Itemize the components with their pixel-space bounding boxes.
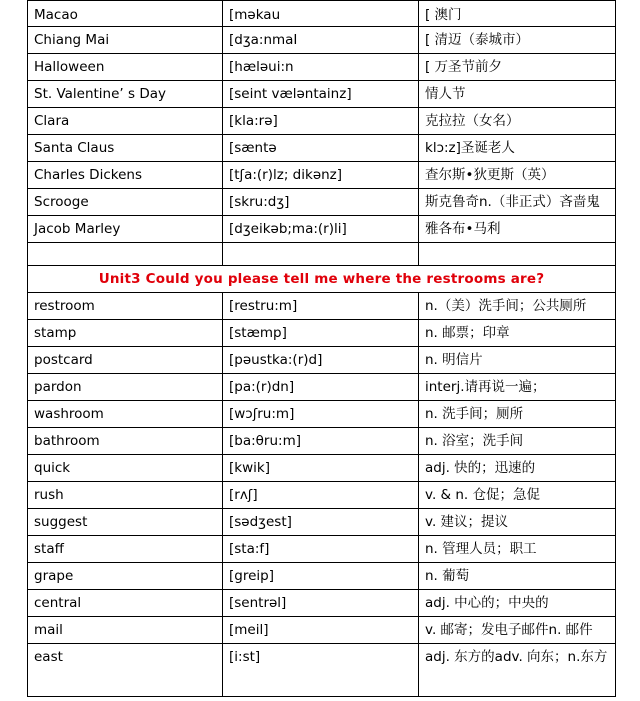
table-row	[28, 347, 616, 374]
table-row	[28, 482, 616, 509]
word-cell: Santa Claus	[28, 135, 223, 162]
table-row	[28, 455, 616, 482]
table-row	[28, 401, 616, 428]
word-cell: postcard	[28, 347, 223, 374]
phonetic-cell: [sta:f]	[223, 536, 419, 563]
word-cell: St. Valentine’ s Day	[28, 81, 223, 108]
meaning-cell: [ 澳门	[419, 1, 616, 27]
word-cell: mail	[28, 617, 223, 644]
word-cell: Chiang Mai	[28, 27, 223, 54]
phonetic-cell: [restru:m]	[223, 293, 419, 320]
phonetic-cell: [i:st]	[223, 644, 419, 697]
vocabulary-sheet	[27, 0, 615, 697]
phonetic-cell: [skru:dʒ]	[223, 189, 419, 216]
empty-cell	[28, 243, 223, 266]
word-cell: staff	[28, 536, 223, 563]
table-row	[28, 162, 616, 189]
phonetic-cell: [hæləui:n	[223, 54, 419, 81]
meaning-cell: 情人节	[419, 81, 616, 108]
meaning-cell: adj. 快的；迅速的	[419, 455, 616, 482]
word-cell: stamp	[28, 320, 223, 347]
word-cell: washroom	[28, 401, 223, 428]
phonetic-cell: [kwik]	[223, 455, 419, 482]
word-cell: east	[28, 644, 223, 697]
word-cell: Halloween	[28, 54, 223, 81]
phonetic-cell: [sədʒest]	[223, 509, 419, 536]
table-row	[28, 509, 616, 536]
meaning-cell: interj.请再说一遍；	[419, 374, 616, 401]
meaning-cell: n. 洗手间；厕所	[419, 401, 616, 428]
phonetic-cell: [rʌʃ]	[223, 482, 419, 509]
meaning-cell: 斯克鲁奇n.（非正式）吝啬鬼	[419, 189, 616, 216]
phonetic-cell: [sentrəl]	[223, 590, 419, 617]
table-row	[28, 81, 616, 108]
meaning-cell: 克拉拉（女名）	[419, 108, 616, 135]
phonetic-cell: [sæntə	[223, 135, 419, 162]
word-cell: quick	[28, 455, 223, 482]
meaning-cell: klɔ:z]圣诞老人	[419, 135, 616, 162]
meaning-cell: [ 万圣节前夕	[419, 54, 616, 81]
word-cell: Clara	[28, 108, 223, 135]
meaning-cell: n. 管理人员；职工	[419, 536, 616, 563]
table-row	[28, 293, 616, 320]
meaning-cell: v. 建议；提议	[419, 509, 616, 536]
unit-heading-row	[28, 266, 616, 293]
table-row	[28, 1, 616, 27]
meaning-cell: n. 明信片	[419, 347, 616, 374]
table-row	[28, 135, 616, 162]
meaning-cell: n. 葡萄	[419, 563, 616, 590]
meaning-cell: 雅各布•马利	[419, 216, 616, 243]
table-row	[28, 644, 616, 697]
empty-cell	[419, 243, 616, 266]
word-cell: pardon	[28, 374, 223, 401]
vocabulary-table-body	[28, 1, 616, 697]
phonetic-cell: [məkau	[223, 1, 419, 27]
table-row	[28, 320, 616, 347]
phonetic-cell: [greip]	[223, 563, 419, 590]
meaning-cell: 查尔斯•狄更斯（英）	[419, 162, 616, 189]
phonetic-cell: [pa:(r)dn]	[223, 374, 419, 401]
table-row	[28, 374, 616, 401]
phonetic-cell: [ba:θru:m]	[223, 428, 419, 455]
table-row	[28, 189, 616, 216]
empty-cell	[223, 243, 419, 266]
phonetic-cell: [kla:rə]	[223, 108, 419, 135]
phonetic-cell: [wɔʃru:m]	[223, 401, 419, 428]
meaning-cell: v. & n. 仓促；急促	[419, 482, 616, 509]
meaning-cell: v. 邮寄；发电子邮件n. 邮件	[419, 617, 616, 644]
table-row	[28, 590, 616, 617]
word-cell: grape	[28, 563, 223, 590]
word-cell: bathroom	[28, 428, 223, 455]
word-cell: rush	[28, 482, 223, 509]
meaning-cell: n. 邮票；印章	[419, 320, 616, 347]
unit-heading: Unit3 Could you please tell me where the restrooms are?	[28, 266, 616, 293]
phonetic-cell: [seint væləntainz]	[223, 81, 419, 108]
meaning-cell: adj. 中心的；中央的	[419, 590, 616, 617]
word-cell: suggest	[28, 509, 223, 536]
vocabulary-table	[27, 0, 616, 697]
table-row	[28, 563, 616, 590]
table-row	[28, 54, 616, 81]
phonetic-cell: [dʒeikəb;ma:(r)li]	[223, 216, 419, 243]
word-cell: Jacob Marley	[28, 216, 223, 243]
word-cell: Scrooge	[28, 189, 223, 216]
table-row	[28, 617, 616, 644]
word-cell: Charles Dickens	[28, 162, 223, 189]
table-row	[28, 27, 616, 54]
phonetic-cell: [dʒa:nmaI	[223, 27, 419, 54]
meaning-cell: adj. 东方的adv. 向东；n.东方	[419, 644, 616, 697]
word-cell: central	[28, 590, 223, 617]
table-row	[28, 428, 616, 455]
meaning-cell: [ 清迈（泰城市）	[419, 27, 616, 54]
table-row	[28, 108, 616, 135]
word-cell: Macao	[28, 1, 223, 27]
table-row	[28, 536, 616, 563]
word-cell: restroom	[28, 293, 223, 320]
phonetic-cell: [pəustka:(r)d]	[223, 347, 419, 374]
phonetic-cell: [stæmp]	[223, 320, 419, 347]
phonetic-cell: [tʃa:(r)lz; dikənz]	[223, 162, 419, 189]
meaning-cell: n. 浴室；洗手间	[419, 428, 616, 455]
phonetic-cell: [meil]	[223, 617, 419, 644]
meaning-cell: n.（美）洗手间；公共厕所	[419, 293, 616, 320]
blank-row	[28, 243, 616, 266]
table-row	[28, 216, 616, 243]
